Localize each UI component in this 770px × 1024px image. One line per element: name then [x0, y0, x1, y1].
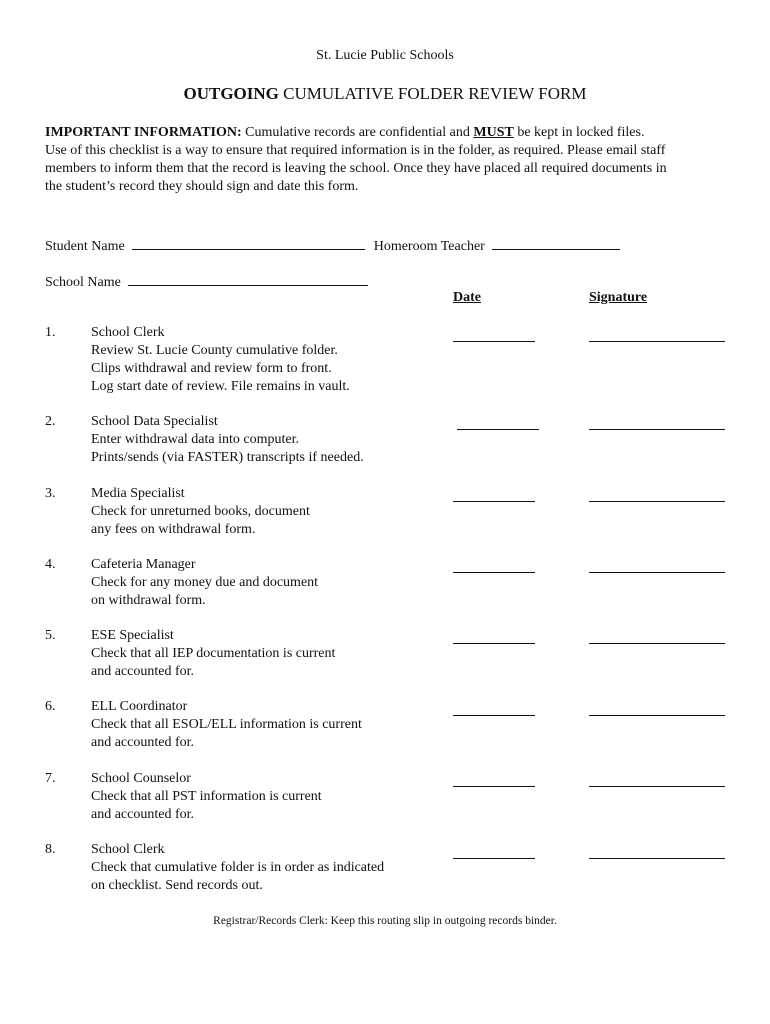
- item-role: School Clerk: [91, 842, 165, 857]
- checklist-item: [91, 698, 362, 752]
- info-line3: members to inform them that the record is leaving the school. Once they have placed all required documents in: [45, 161, 667, 176]
- checklist-item: [91, 841, 384, 895]
- item-instruction: Review St. Lucie County cumulative folder.: [91, 343, 338, 358]
- item-number: 1.: [45, 325, 56, 340]
- footer-note: Registrar/Records Clerk: Keep this routing slip in outgoing records binder.: [213, 915, 557, 927]
- item-role: ELL Coordinator: [91, 699, 188, 714]
- item-instruction: on checklist. Send records out.: [91, 878, 263, 893]
- item-instruction: and accounted for.: [91, 807, 195, 822]
- item-instruction: Clips withdrawal and review form to front.: [91, 361, 332, 376]
- info-must: MUST: [473, 125, 514, 140]
- checklist-item: [91, 627, 335, 681]
- date-line[interactable]: [453, 714, 535, 716]
- date-line[interactable]: [453, 340, 535, 342]
- date-line[interactable]: [453, 500, 535, 502]
- signature-column-header: Signature: [589, 290, 648, 305]
- form-title-bold: OUTGOING: [183, 84, 279, 103]
- item-instruction: Check that all ESOL/ELL information is current: [91, 717, 362, 732]
- item-instruction: Check for unreturned books, document: [91, 504, 310, 519]
- signature-line[interactable]: [589, 428, 725, 430]
- signature-line[interactable]: [589, 500, 725, 502]
- item-number: 3.: [45, 486, 56, 501]
- homeroom-teacher-field[interactable]: [492, 235, 620, 250]
- signature-line[interactable]: [589, 642, 725, 644]
- form-title: [0, 84, 770, 104]
- checklist-item: [91, 413, 364, 467]
- form-title-rest: CUMULATIVE FOLDER REVIEW FORM: [278, 84, 587, 103]
- date-column-header: Date: [453, 290, 481, 305]
- item-instruction: Enter withdrawal data into computer.: [91, 432, 299, 447]
- info-line4: the student’s record they should sign and date this form.: [45, 179, 359, 194]
- item-number: 8.: [45, 842, 56, 857]
- item-role: School Data Specialist: [91, 414, 218, 429]
- item-role: ESE Specialist: [91, 628, 174, 643]
- info-line1-a: Cumulative records are confidential and: [241, 125, 474, 140]
- item-instruction: and accounted for.: [91, 735, 195, 750]
- item-number: 7.: [45, 771, 56, 786]
- item-instruction: Log start date of review. File remains in vault.: [91, 379, 350, 394]
- item-instruction: Check that all PST information is current: [91, 789, 322, 804]
- school-name-row: [45, 271, 368, 292]
- date-line[interactable]: [453, 642, 535, 644]
- info-label: IMPORTANT INFORMATION:: [45, 125, 242, 140]
- item-instruction: and accounted for.: [91, 664, 195, 679]
- signature-line[interactable]: [589, 857, 725, 859]
- student-name-field[interactable]: [132, 235, 365, 250]
- item-instruction: Prints/sends (via FASTER) transcripts if needed.: [91, 450, 364, 465]
- item-instruction: Check for any money due and document: [91, 575, 319, 590]
- item-number: 2.: [45, 414, 56, 429]
- date-line[interactable]: [453, 571, 535, 573]
- homeroom-teacher-label: Homeroom Teacher: [373, 239, 485, 254]
- info-line1-b: be kept in locked files.: [513, 125, 645, 140]
- important-information: [45, 124, 735, 196]
- item-role: Cafeteria Manager: [91, 557, 196, 572]
- item-instruction: any fees on withdrawal form.: [91, 522, 256, 537]
- checklist-item: [91, 770, 322, 824]
- school-name-label: School Name: [45, 275, 121, 290]
- checklist-item: [91, 556, 318, 610]
- item-role: School Clerk: [91, 325, 165, 340]
- district-name: St. Lucie Public Schools: [316, 48, 454, 63]
- student-info-row: [45, 235, 620, 256]
- item-number: 5.: [45, 628, 56, 643]
- item-instruction: Check that all IEP documentation is current: [91, 646, 336, 661]
- signature-line[interactable]: [589, 340, 725, 342]
- item-number: 4.: [45, 557, 56, 572]
- item-role: Media Specialist: [91, 486, 185, 501]
- date-line[interactable]: [457, 428, 539, 430]
- item-number: 6.: [45, 699, 56, 714]
- item-role: School Counselor: [91, 771, 191, 786]
- item-instruction: Check that cumulative folder is in order as indicated: [91, 860, 385, 875]
- student-name-label: Student Name: [45, 239, 125, 254]
- signature-line[interactable]: [589, 785, 725, 787]
- item-instruction: on withdrawal form.: [91, 593, 206, 608]
- info-line2: Use of this checklist is a way to ensure that required information is in the folder, as required. Please email staff: [45, 143, 666, 158]
- date-line[interactable]: [453, 785, 535, 787]
- date-line[interactable]: [453, 857, 535, 859]
- school-name-field[interactable]: [128, 271, 368, 286]
- checklist-item: [91, 485, 310, 539]
- signature-line[interactable]: [589, 714, 725, 716]
- signature-line[interactable]: [589, 571, 725, 573]
- checklist-item: [91, 324, 350, 396]
